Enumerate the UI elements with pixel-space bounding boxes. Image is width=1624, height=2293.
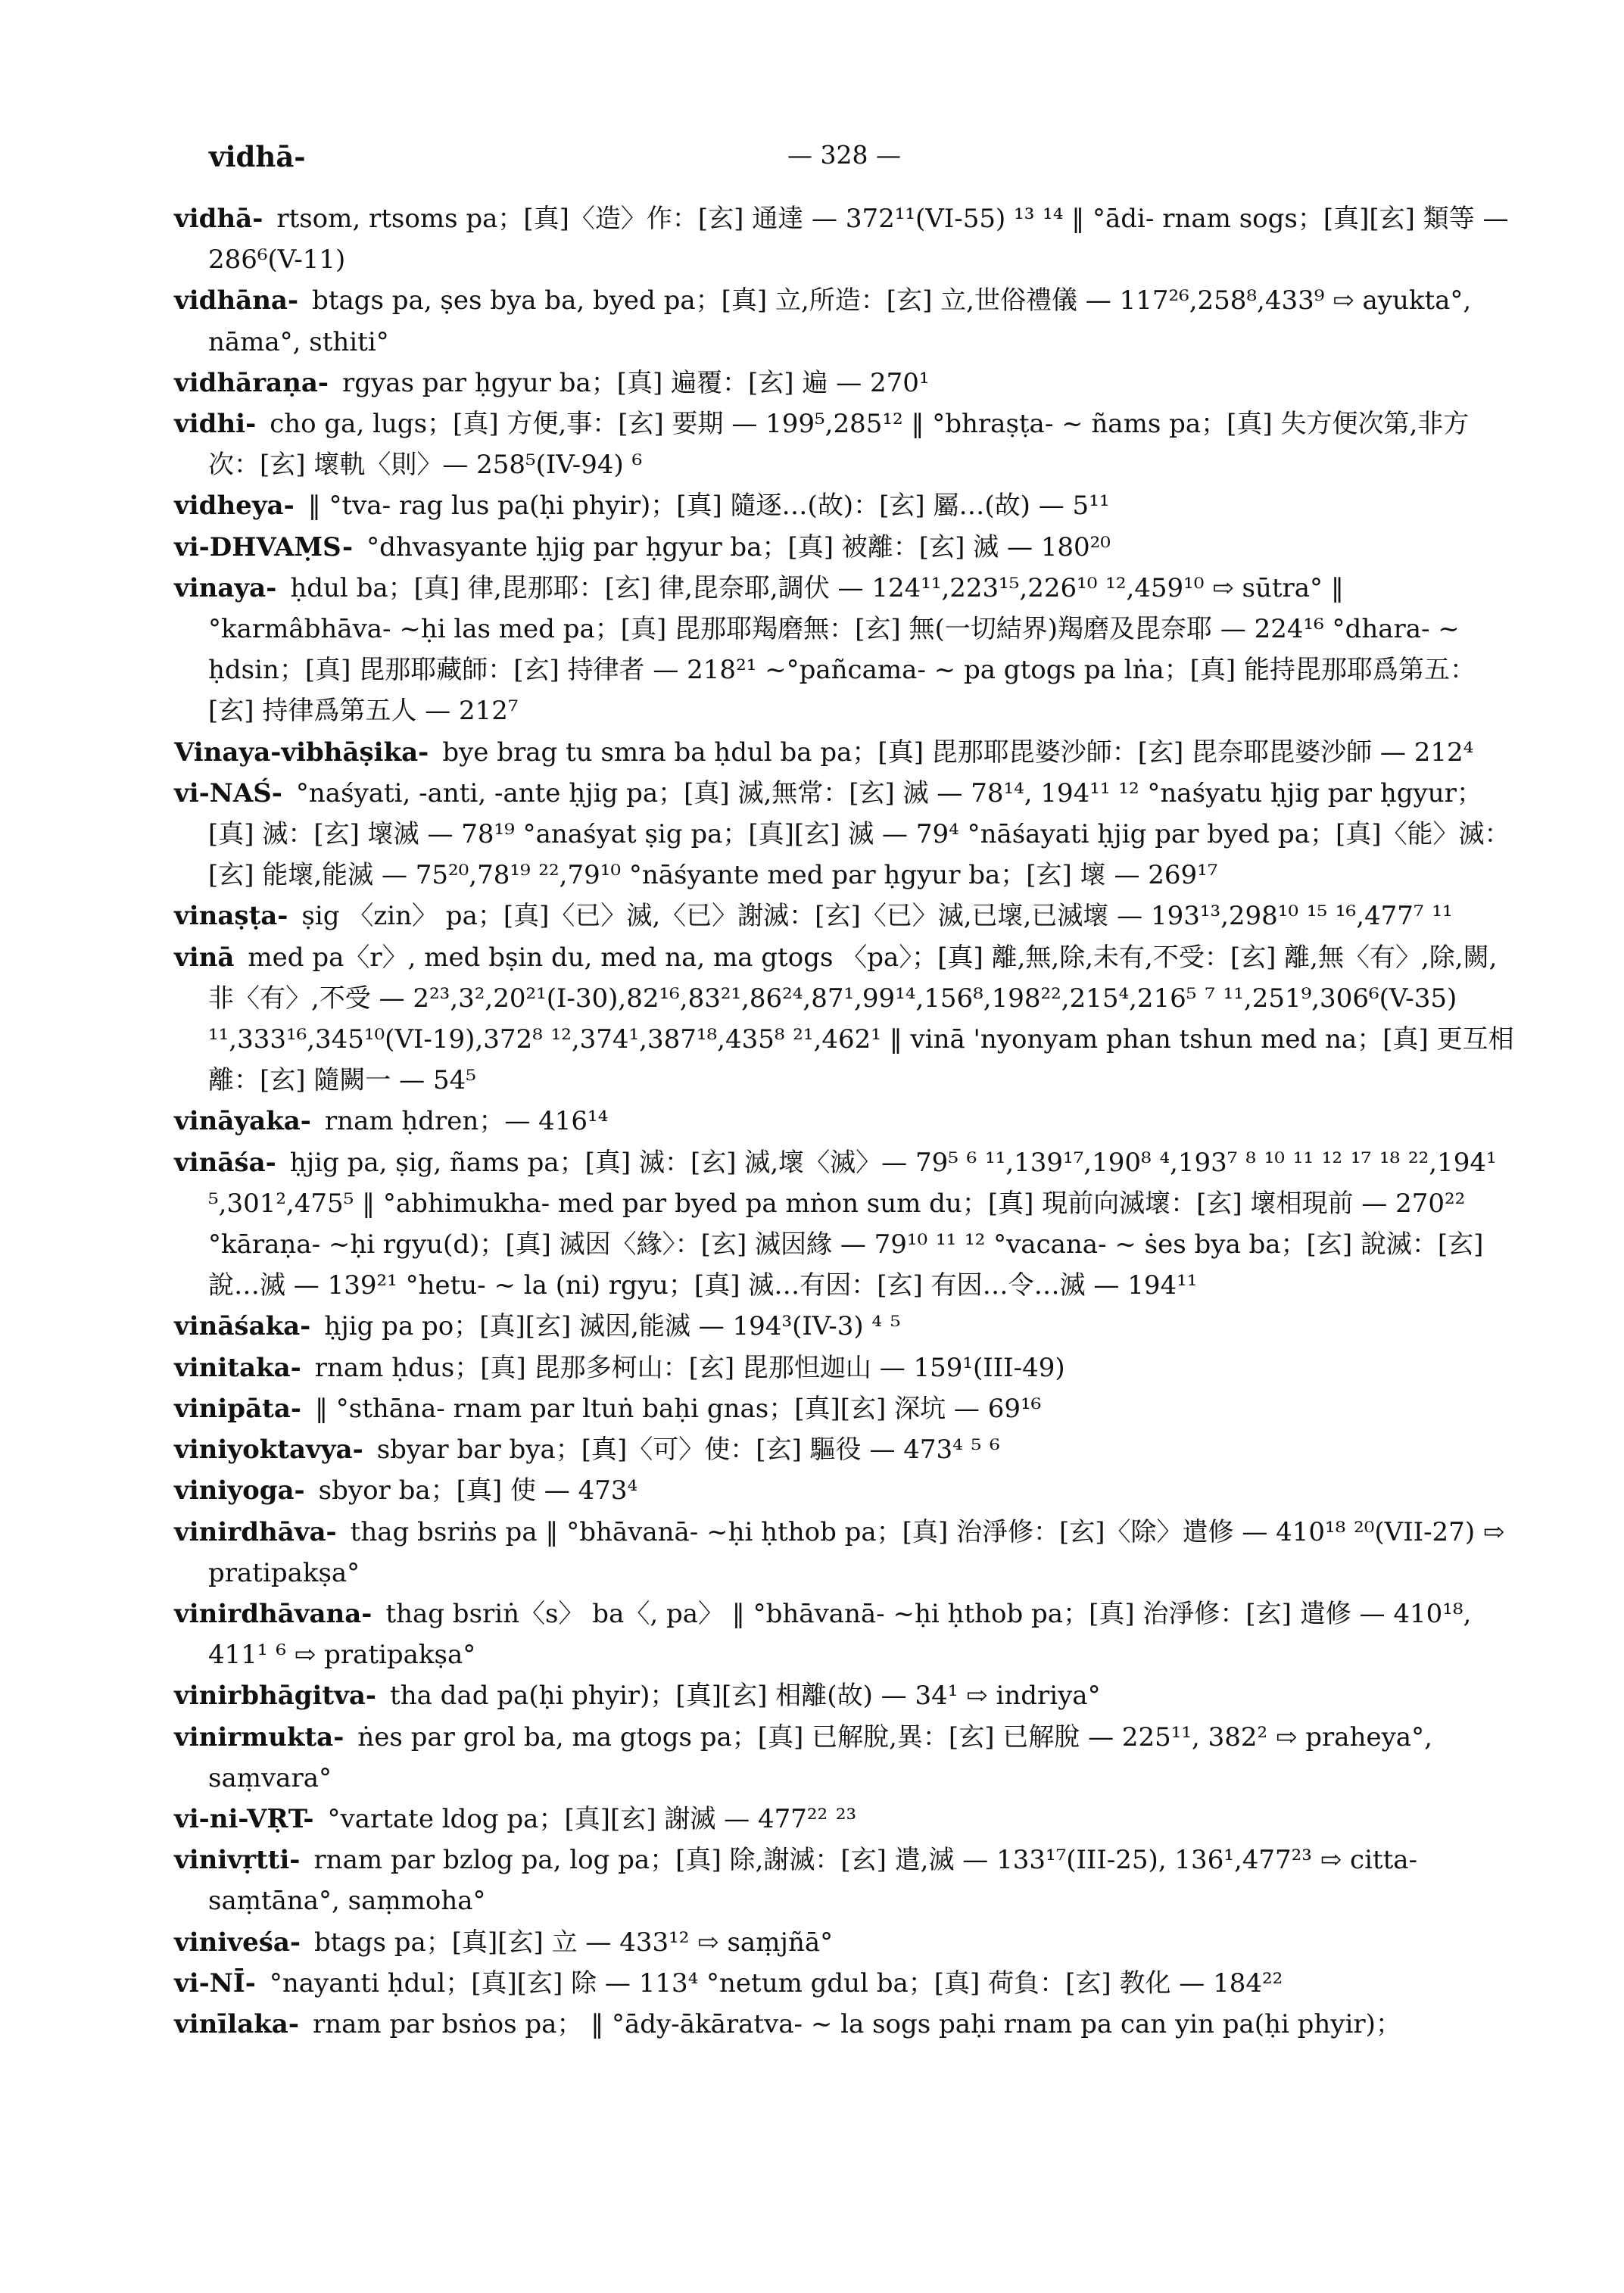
entry-headword: vinitaka- [174,1352,301,1383]
entry [174,485,1514,526]
entry-text: rnam par bsṅos pa； ‖ °ādy-ākāratva- ~ la sogs paḥi rnam pa can yin pa(ḥi phyir)； [312,2008,1401,2039]
entry-text: thag bsriṅs pa ‖ °bhāvanā- ~ḥi ḥthob pa；[真] 治淨修：[玄]〈除〉遣修 — 410¹⁸ ²⁰(VII-27) ⇨ pratipakṣa° [208,1516,1505,1588]
running-head: vidhā- [209,140,306,173]
entry-headword: vinirmukta- [174,1721,344,1752]
entry-headword: vidheya- [174,491,295,522]
entry-text: rgyas par ḥgyur ba；[真] 遍覆：[玄] 遍 — 270¹ [342,367,930,398]
entry-text: ṅes par grol ba, ma gtogs pa；[真] 已解脫,異：[玄] 已解脫 — 225¹¹, 382² ⇨ praheya°, saṃvara° [208,1721,1432,1793]
entry-headword: vinirbhāgitva- [174,1681,377,1712]
entry [174,1840,1514,1921]
entry-text: °naśyati, -anti, -ante ḥjig pa；[真] 滅,無常：[玄] 滅 — 78¹⁴, 194¹¹ ¹² °naśyatu ḥjig par ḥgyur；[真] 滅：[玄] 壞滅 — 78¹⁹ °anaśyat ṣig pa；[真][玄] 滅 — 79⁴ °nāśayati ḥjig par byed pa；[真]〈能〉滅：[玄] 能壞,能滅 — 75²⁰,78¹⁹ ²²,79¹⁰ °nāśyante med par ḥgyur ba；[玄] 壞 — 269¹⁷ [208,777,1510,891]
entry-text: btags pa；[真][玄] 立 — 433¹² ⇨ saṃjñā° [313,1927,834,1958]
entry-headword: vidhāna- [174,285,299,316]
entry-text: bye brag tu smra ba ḥdul ba pa；[真] 毘那耶毘婆沙師：[玄] 毘奈耶毘婆沙師 — 212⁴ [442,737,1474,768]
entry-headword: vi-DHVAṂS- [174,531,354,562]
entry [174,1963,1514,2004]
entry-text: ‖ °sthāna- rnam par ltuṅ baḥi gnas；[真][玄] 深坑 — 69¹⁶ [314,1393,1042,1424]
entry-headword: vi-NAŚ- [174,777,282,808]
entry-headword: vinīlaka- [174,2008,299,2039]
entry-list [174,198,1514,2045]
entry-headword: vi-NĪ- [174,1967,256,1999]
entry-text: med pa〈r〉, med bṣin du, med na, ma gtogs 〈pa〉；[真] 離,無,除,未有,不受：[玄] 離,無〈有〉,除,闕,非〈有〉,不受 — 2²³,3²,20²¹(I-30),82¹⁶,83²¹,86²⁴,87¹,99¹⁴,156⁸,198²²,215⁴,216⁵ ⁷ ¹¹,251⁹,306⁶(V-35) ¹¹,333¹⁶,345¹⁰(VI-19),372⁸ ¹²,374¹,387¹⁸,435⁸ ²¹,462¹ ‖ vinā 'nyonyam phan tshun med na；[真] 更互相離：[玄] 隨闕一 — 54⁵ [208,942,1514,1096]
entry-text: tha dad pa(ḥi phyir)；[真][玄] 相離(故) — 34¹ ⇨ indriya° [390,1681,1101,1712]
entry-headword: viniyoga- [174,1475,305,1506]
entry-text: rnam ḥdus；[真] 毘那多柯山：[玄] 毘那怛迦山 — 159¹(III-49) [314,1352,1065,1383]
entry-text: rnam ḥdren；— 416¹⁴ [324,1106,609,1137]
entry-text: ṣig 〈zin〉 pa；[真]〈已〉滅,〈已〉謝滅：[玄]〈已〉滅,已壞,已滅壞 — 193¹³,298¹⁰ ¹⁵ ¹⁶,477⁷ ¹¹ [301,901,1453,932]
entry [174,937,1514,1101]
entry [174,363,1514,403]
entry-headword: vinaya- [174,572,277,603]
entry [174,1717,1514,1799]
entry-headword: viniyoktavya- [174,1435,363,1466]
entry-headword: vinirdhāvana- [174,1598,372,1629]
entry-text: ḥjig pa, ṣig, ñams pa；[真] 滅：[玄] 滅,壞〈滅〉— 79⁵ ⁶ ¹¹,139¹⁷,190⁸ ⁴,193⁷ ⁸ ¹⁰ ¹¹ ¹² ¹⁷ ¹⁸ ²²,194¹ ⁵,301²,475⁵ ‖ °abhimukha- med par byed pa mṅon sum du；[真] 現前向滅壞：[玄] 壞相現前 — 270²² °kāraṇa- ~ḥi rgyu(d)；[真] 滅因〈緣〉：[玄] 滅因緣 — 79¹⁰ ¹¹ ¹² °vacana- ~ ṡes bya ba；[玄] 說滅：[玄] 說…滅 — 139²¹ °hetu- ~ la (ni) rgyu；[真] 滅…有因：[玄] 有因…令…滅 — 194¹¹ [208,1147,1497,1301]
entry-headword: vidhā- [174,204,263,234]
entry-text: ḥdul ba；[真] 律,毘那耶：[玄] 律,毘奈耶,調伏 — 124¹¹,223¹⁵,226¹⁰ ¹²,459¹⁰ ⇨ sūtra° ‖ °karmâbhāva- ~ḥi las med pa；[真] 毘那耶羯磨無：[玄] 無(一切結界)羯磨及毘奈耶 — 224¹⁶ °dhara- ~ ḥdsin；[真] 毘那耶藏師：[玄] 持律者 — 218²¹ ~°pañcama- ~ pa gtogs pa lṅa；[真] 能持毘那耶爲第五：[玄] 持律爲第五人 — 212⁷ [208,572,1476,727]
entry-text: thag bsriṅ〈s〉 ba〈, pa〉 ‖ °bhāvanā- ~ḥi ḥthob pa；[真] 治淨修：[玄] 遣修 — 410¹⁸, 411¹ ⁶ ⇨ pratipakṣa° [208,1598,1472,1671]
entry [174,1470,1514,1511]
entry [174,1142,1514,1307]
entry-text: °vartate ldog pa；[真][玄] 謝滅 — 477²² ²³ [327,1803,857,1834]
entry-headword: Vinaya-vibhāṣika- [174,737,429,768]
entry [174,1799,1514,1840]
entry [174,527,1514,568]
entry-text: btags pa, ṣes bya ba, byed pa；[真] 立,所造：[玄] 立,世俗禮儀 — 117²⁶,258⁸,433⁹ ⇨ ayukta°, nāma°, sthiti° [208,285,1472,357]
entry [174,568,1514,732]
entry-headword: vinipāta- [174,1393,301,1424]
entry-text: rnam par bzlog pa, log pa；[真] 除,謝滅：[玄] 遣,滅 — 133¹⁷(III-25), 136¹,477²³ ⇨ citta-saṃtāna°, saṃmoha° [208,1845,1418,1917]
entry-text: °dhvasyante ḥjig par ḥgyur ba；[真] 被離：[玄] 滅 — 180²⁰ [366,531,1111,562]
entry [174,403,1514,485]
entry-text: ḥjig pa po；[真][玄] 滅因,能滅 — 194³(IV-3) ⁴ ⁵ [324,1311,901,1342]
entry-text: sbyor ba；[真] 使 — 473⁴ [318,1475,638,1506]
entry-headword: vinā [174,942,235,973]
entry [174,1429,1514,1470]
entry-headword: vinirdhāva- [174,1516,337,1547]
entry-headword: vinivṛtti- [174,1845,301,1876]
entry [174,1922,1514,1963]
entry [174,1101,1514,1142]
entry-text: rtsom, rtsoms pa；[真]〈造〉作：[玄] 通達 — 372¹¹(VI-55) ¹³ ¹⁴ ‖ °ādi- rnam sogs；[真][玄] 類等 — 286⁶(V-11) [208,204,1509,276]
entry [174,198,1514,280]
entry [174,1347,1514,1388]
entry-text: sbyar bar bya；[真]〈可〉使：[玄] 驅役 — 473⁴ ⁵ ⁶ [376,1435,1000,1466]
entry-text: ‖ °tva- rag lus pa(ḥi phyir)；[真] 隨逐…(故)：[玄] 屬…(故) — 5¹¹ [307,491,1110,522]
entry [174,1306,1514,1347]
entry-headword: vidhāraṇa- [174,367,329,398]
entry-headword: vināśa- [174,1147,276,1178]
entry-headword: vinaṣṭa- [174,901,288,932]
entry [174,896,1514,936]
entry [174,773,1514,896]
entry [174,1388,1514,1429]
entry-text: cho ga, lugs；[真] 方便,事：[玄] 要期 — 199⁵,285¹² ‖ °bhraṣṭa- ~ ñams pa；[真] 失方便次第,非方次：[玄] 壞軌〈則〉— 258⁵(IV-94) ⁶ [208,409,1470,481]
page-number: — 328 — [787,140,901,170]
entry [174,1594,1514,1675]
entry-headword: viniveśa- [174,1927,301,1958]
entry [174,280,1514,362]
entry-headword: vināyaka- [174,1106,311,1137]
entry-text: °nayanti ḥdul；[真][玄] 除 — 113⁴ °netum gdul ba；[真] 荷負：[玄] 教化 — 184²² [269,1967,1283,1999]
entry [174,1675,1514,1716]
entry-headword: vi-ni-VṚT- [174,1803,314,1834]
entry-headword: vināśaka- [174,1311,311,1342]
entry [174,732,1514,773]
entry [174,2004,1514,2045]
entry [174,1512,1514,1594]
entry-headword: vidhi- [174,409,257,440]
